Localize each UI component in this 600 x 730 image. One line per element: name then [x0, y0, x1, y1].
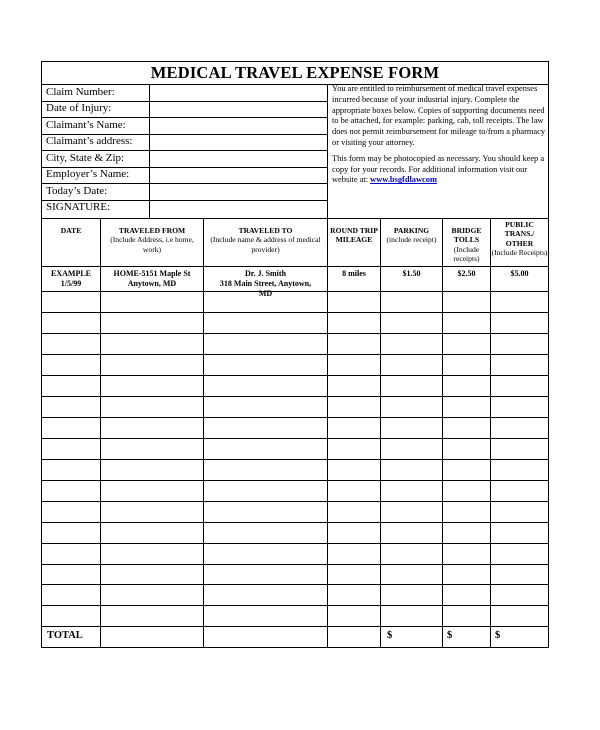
- table-cell-input[interactable]: [101, 313, 203, 333]
- info-notice-divider: [327, 84, 328, 218]
- table-cell-input[interactable]: [443, 585, 490, 605]
- col-header-date: [42, 219, 100, 266]
- table-cell-input[interactable]: [328, 460, 380, 480]
- claimant-name-field[interactable]: [150, 118, 327, 133]
- table-cell-input[interactable]: [42, 355, 100, 375]
- table-cell-input[interactable]: [443, 292, 490, 312]
- table-cell-input[interactable]: [101, 460, 203, 480]
- info-row-line: [42, 200, 327, 201]
- table-cell-input[interactable]: [204, 502, 327, 522]
- date-of-injury-field[interactable]: [150, 101, 327, 116]
- notice-photocopy-text: This form may be photocopied as necessary. You should keep a copy for your records. For additional information visit our website at:: [332, 153, 545, 185]
- example-label: EXAMPLE: [51, 269, 91, 278]
- employer-name-label: Employer’s Name:: [46, 168, 130, 180]
- table-cell-input[interactable]: [204, 585, 327, 605]
- col-header-traveled-to: [204, 219, 327, 266]
- website-link[interactable]: www.bsgfdlawcom: [370, 175, 437, 185]
- table-cell-input[interactable]: [42, 313, 100, 333]
- table-cell-input[interactable]: [101, 334, 203, 354]
- info-row-line: [42, 134, 327, 135]
- table-cell-input[interactable]: [381, 606, 442, 626]
- example-mileage: 8 miles: [342, 269, 366, 278]
- table-cell-input[interactable]: [328, 313, 380, 333]
- table-cell-input[interactable]: [101, 355, 203, 375]
- example-date: [42, 267, 100, 289]
- info-label-divider: [149, 84, 150, 218]
- form-title: MEDICAL TRAVEL EXPENSE FORM: [150, 63, 440, 82]
- table-cell-input[interactable]: [443, 376, 490, 396]
- table-cell-input[interactable]: [204, 397, 327, 417]
- col-header-label: DATE: [60, 226, 82, 235]
- example-to-line: 318 Main Street, Anytown,: [219, 279, 312, 288]
- table-cell-input[interactable]: [491, 334, 548, 354]
- table-cell-input[interactable]: [328, 292, 380, 312]
- table-cell-input[interactable]: [381, 292, 442, 312]
- table-cell-input[interactable]: [204, 418, 327, 438]
- table-cell-input[interactable]: [328, 418, 380, 438]
- table-cell-input[interactable]: [328, 355, 380, 375]
- example-to-line: MD: [258, 289, 273, 298]
- total-label: TOTAL: [47, 630, 83, 641]
- table-cell-input[interactable]: [42, 544, 100, 564]
- col-header-label: ROUND TRIP MILEAGE: [330, 226, 378, 245]
- table-cell-input[interactable]: [42, 292, 100, 312]
- city-state-zip-label: City, State & Zip:: [46, 152, 125, 164]
- table-cell-input[interactable]: [381, 418, 442, 438]
- info-row-line: [42, 167, 327, 168]
- reimbursement-notice: [332, 84, 547, 186]
- table-cell-input[interactable]: [443, 481, 490, 501]
- col-header-parking: [381, 219, 442, 266]
- table-cell-input[interactable]: [204, 565, 327, 584]
- table-cell-input[interactable]: [491, 418, 548, 438]
- table-cell-input[interactable]: [101, 292, 203, 312]
- total-cell-input[interactable]: [204, 627, 327, 647]
- example-parking: $1.50: [402, 269, 421, 278]
- table-cell-input[interactable]: [42, 565, 100, 584]
- table-cell-input[interactable]: [381, 376, 442, 396]
- table-cell-input[interactable]: [381, 460, 442, 480]
- claim-number-label: Claim Number:: [46, 86, 115, 98]
- table-cell-input[interactable]: [42, 376, 100, 396]
- table-cell-input[interactable]: [328, 397, 380, 417]
- table-cell-input[interactable]: [443, 502, 490, 522]
- table-cell-input[interactable]: [42, 397, 100, 417]
- table-cell-input[interactable]: [101, 565, 203, 584]
- table-cell-input[interactable]: [101, 481, 203, 501]
- table-cell-input[interactable]: [491, 481, 548, 501]
- col-header-sub: (Include Receipts): [491, 248, 548, 258]
- table-cell-input[interactable]: [204, 355, 327, 375]
- table-cell-input[interactable]: [491, 544, 548, 564]
- notice-paragraph: You are entitled to reimbursement of medical travel expenses incurred because of your industrial injury. Complete the appropriate boxes below. Copies of supporting documents need to be attached, for example: parking, cab, toll receipts. The law does not permit reimbursement for mileage to/from a pharmacy or visiting your attorney.: [332, 84, 546, 147]
- total-parking-dollar: $: [387, 630, 393, 641]
- col-header-sub: (include receipt): [386, 235, 437, 245]
- table-cell-input[interactable]: [381, 334, 442, 354]
- table-cell-input[interactable]: [443, 565, 490, 584]
- table-cell-input[interactable]: [204, 544, 327, 564]
- table-cell-input[interactable]: [42, 481, 100, 501]
- example-to-line: Dr. J. Smith: [244, 269, 287, 278]
- col-header-label: PUBLIC TRANS./ OTHER: [504, 220, 535, 248]
- signature-label: SIGNATURE:: [46, 201, 111, 213]
- col-header-label: BRIDGE TOLLS: [451, 226, 482, 245]
- table-cell-input[interactable]: [381, 585, 442, 605]
- example-public: $5.00: [510, 269, 529, 278]
- table-cell-input[interactable]: [204, 313, 327, 333]
- table-cell-input[interactable]: [491, 502, 548, 522]
- table-cell-input[interactable]: [101, 376, 203, 396]
- table-cell-input[interactable]: [491, 585, 548, 605]
- col-header-round-trip-mileage: [328, 219, 380, 266]
- table-cell-input[interactable]: [204, 439, 327, 459]
- table-cell-input[interactable]: [381, 502, 442, 522]
- date-of-injury-label: Date of Injury:: [46, 102, 112, 114]
- table-cell-input[interactable]: [491, 292, 548, 312]
- total-cell-input[interactable]: [101, 627, 203, 647]
- table-cell-input[interactable]: [443, 355, 490, 375]
- col-header-bridge-tolls: [443, 219, 490, 266]
- col-header-public-trans: [491, 219, 548, 266]
- claimant-name-label: Claimant’s Name:: [46, 119, 126, 131]
- table-cell-input[interactable]: [443, 418, 490, 438]
- total-public-dollar: $: [495, 630, 501, 641]
- table-cell-input[interactable]: [381, 565, 442, 584]
- todays-date-field[interactable]: [150, 184, 327, 199]
- table-cell-input[interactable]: [101, 418, 203, 438]
- table-cell-input[interactable]: [443, 544, 490, 564]
- col-header-traveled-from: [101, 219, 203, 266]
- table-cell-input[interactable]: [42, 585, 100, 605]
- table-cell-input[interactable]: [42, 523, 100, 543]
- table-cell-input[interactable]: [328, 585, 380, 605]
- total-cell-input[interactable]: [328, 627, 380, 647]
- info-row-line: [42, 117, 327, 118]
- example-from: [101, 267, 203, 289]
- claim-number-field[interactable]: [150, 85, 327, 100]
- example-date-value: 1/5/99: [60, 279, 82, 288]
- table-cell-input[interactable]: [204, 334, 327, 354]
- table-cell-input[interactable]: [328, 502, 380, 522]
- table-cell-input[interactable]: [328, 481, 380, 501]
- table-cell-input[interactable]: [491, 606, 548, 626]
- table-cell-input[interactable]: [101, 502, 203, 522]
- claimant-address-field[interactable]: [150, 134, 327, 149]
- table-cell-input[interactable]: [443, 460, 490, 480]
- col-header-label: TRAVELED TO: [238, 226, 293, 235]
- table-cell-input[interactable]: [42, 606, 100, 626]
- table-cell-input[interactable]: [491, 376, 548, 396]
- table-cell-input[interactable]: [204, 523, 327, 543]
- table-cell-input[interactable]: [491, 439, 548, 459]
- total-tolls-dollar: $: [447, 630, 453, 641]
- notice-paragraph-photocopy: [332, 154, 547, 186]
- table-cell-input[interactable]: [491, 523, 548, 543]
- table-cell-input[interactable]: [381, 313, 442, 333]
- employer-name-field[interactable]: [150, 167, 327, 182]
- table-cell-input[interactable]: [381, 523, 442, 543]
- table-cell-input[interactable]: [443, 313, 490, 333]
- table-cell-input[interactable]: [42, 439, 100, 459]
- info-row-line: [42, 101, 327, 102]
- table-cell-input[interactable]: [204, 292, 327, 312]
- table-cell-input[interactable]: [204, 376, 327, 396]
- table-cell-input[interactable]: [491, 565, 548, 584]
- table-cell-input[interactable]: [381, 439, 442, 459]
- table-cell-input[interactable]: [204, 460, 327, 480]
- table-cell-input[interactable]: [328, 439, 380, 459]
- table-cell-input[interactable]: [204, 481, 327, 501]
- table-cell-input[interactable]: [443, 523, 490, 543]
- table-cell-input[interactable]: [42, 502, 100, 522]
- medical-travel-expense-form: [41, 61, 549, 648]
- info-row-line: [42, 183, 327, 184]
- table-cell-input[interactable]: [42, 460, 100, 480]
- table-cell-input[interactable]: [101, 544, 203, 564]
- table-cell-input[interactable]: [204, 606, 327, 626]
- table-cell-input[interactable]: [328, 606, 380, 626]
- table-cell-input[interactable]: [328, 334, 380, 354]
- table-cell-input[interactable]: [491, 397, 548, 417]
- table-cell-input[interactable]: [42, 334, 100, 354]
- table-cell-input[interactable]: [328, 523, 380, 543]
- col-header-sub: (Include Address, i.e home, work): [110, 235, 194, 254]
- table-cell-input[interactable]: [491, 460, 548, 480]
- example-tolls: $2.50: [457, 269, 476, 278]
- table-cell-input[interactable]: [328, 544, 380, 564]
- col-header-label: PARKING: [393, 226, 430, 235]
- table-cell-input[interactable]: [101, 606, 203, 626]
- col-header-sub: (Include receipts): [453, 244, 480, 264]
- example-from-line: Anytown, MD: [127, 279, 177, 288]
- table-cell-input[interactable]: [381, 544, 442, 564]
- table-cell-input[interactable]: [328, 565, 380, 584]
- table-cell-input[interactable]: [101, 397, 203, 417]
- table-cell-input[interactable]: [42, 418, 100, 438]
- table-cell-input[interactable]: [328, 376, 380, 396]
- table-cell-input[interactable]: [491, 355, 548, 375]
- table-cell-input[interactable]: [381, 481, 442, 501]
- table-cell-input[interactable]: [491, 313, 548, 333]
- table-cell-input[interactable]: [443, 606, 490, 626]
- table-cell-input[interactable]: [443, 334, 490, 354]
- claimant-address-label: Claimant’s address:: [46, 135, 133, 147]
- col-header-sub: (Include name & address of medical provider): [210, 235, 321, 254]
- table-cell-input[interactable]: [381, 397, 442, 417]
- col-header-label: TRAVELED FROM: [118, 226, 186, 235]
- city-state-zip-field[interactable]: [150, 151, 327, 166]
- table-cell-input[interactable]: [101, 439, 203, 459]
- table-cell-input[interactable]: [381, 355, 442, 375]
- table-cell-input[interactable]: [101, 585, 203, 605]
- table-cell-input[interactable]: [443, 439, 490, 459]
- signature-field[interactable]: [150, 200, 327, 215]
- todays-date-label: Today’s Date:: [46, 185, 108, 197]
- table-cell-input[interactable]: [443, 397, 490, 417]
- info-row-line: [42, 150, 327, 151]
- table-cell-input[interactable]: [101, 523, 203, 543]
- example-from-line: HOME-5151 Maple St: [113, 269, 191, 278]
